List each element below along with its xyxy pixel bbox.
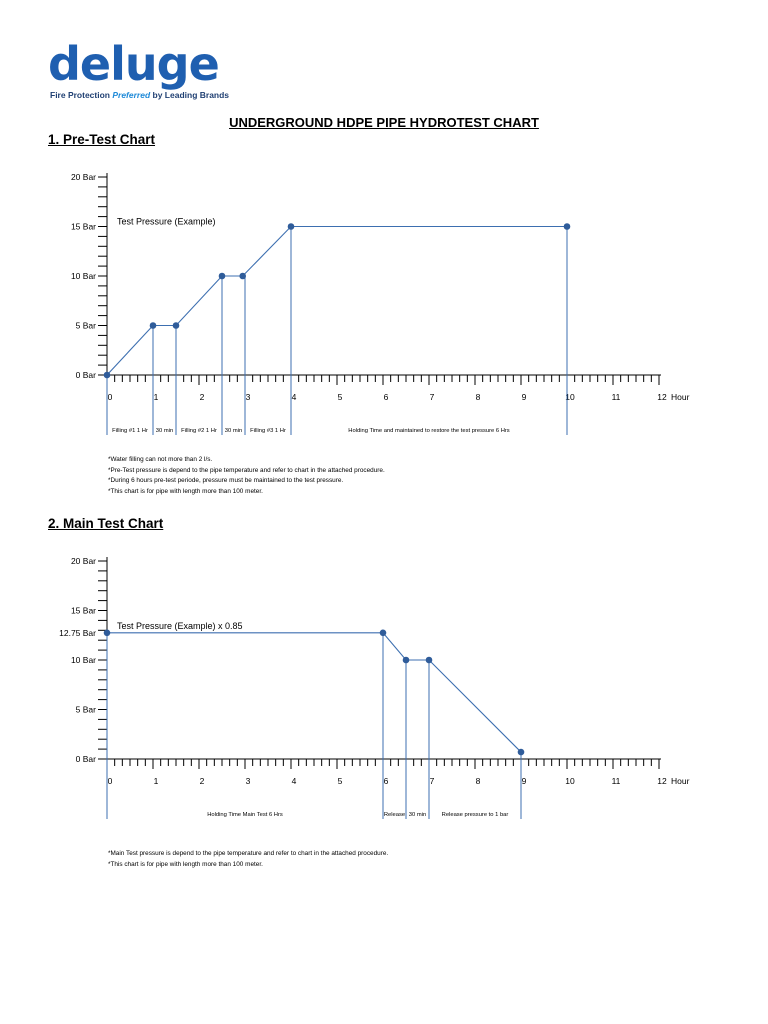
- maintest-note: *This chart is for pipe with length more than 100 meter.: [108, 860, 263, 868]
- maintest-x-tick-label: 1: [153, 776, 159, 786]
- pretest-segment-label: 30 min: [224, 428, 243, 434]
- pretest-y-tick-label: 10 Bar: [70, 271, 96, 281]
- pretest-section-title: 1. Pre-Test Chart: [48, 132, 156, 147]
- maintest-data-point: [104, 629, 111, 636]
- maintest-x-tick-label: 8: [475, 776, 481, 786]
- maintest-segment-label: 30 min: [408, 812, 427, 818]
- maintest-chart: [0, 534, 768, 834]
- pretest-y-tick-label: 15 Bar: [70, 221, 96, 232]
- pretest-x-tick-label: 11: [611, 392, 621, 402]
- pretest-data-point: [219, 273, 226, 280]
- maintest-x-tick-label: 0: [107, 776, 113, 786]
- pretest-segment-label: 30 min: [155, 428, 174, 434]
- pretest-note: *Water filling can not more than 2 l/s.: [108, 456, 213, 463]
- pretest-segment-label: Filling #2 1 Hr: [181, 428, 217, 434]
- pretest-x-tick-label: 2: [199, 392, 205, 402]
- pretest-x-tick-label: 0: [107, 392, 113, 402]
- maintest-y-tick-label: 0 Bar: [75, 754, 96, 764]
- maintest-x-unit-label: Hour: [671, 776, 690, 786]
- tagline-part-3: by Leading Brands: [150, 90, 230, 100]
- pretest-segment-label: Filling #1 1 Hr: [112, 428, 148, 434]
- maintest-segment-label: Release: [383, 812, 406, 818]
- pretest-y-tick-label: 20 Bar: [70, 172, 96, 182]
- deluge-logo: [48, 37, 230, 102]
- pretest-note: *During 6 hours pre-test periode, pressure must be maintained to the test pressure.: [108, 477, 344, 484]
- pretest-x-tick-label: 10: [565, 392, 575, 402]
- pretest-x-tick-label: 7: [429, 392, 435, 402]
- pretest-x-tick-label: 9: [521, 392, 527, 402]
- pretest-x-tick-label: 3: [245, 392, 251, 402]
- pretest-y-tick-label: 5 Bar: [75, 320, 96, 331]
- pretest-x-tick-label: 4: [291, 392, 297, 402]
- maintest-x-tick-label: 5: [337, 776, 343, 786]
- pretest-x-tick-label: 1: [153, 392, 159, 402]
- pretest-chart: [0, 150, 768, 450]
- tagline-part-1: Fire Protection: [50, 90, 113, 100]
- pretest-annotation: Test Pressure (Example): [117, 216, 216, 227]
- maintest-x-tick-label: 10: [565, 776, 575, 786]
- maintest-x-tick-label: 4: [291, 776, 297, 786]
- maintest-y-tick-label: 5 Bar: [75, 704, 96, 715]
- maintest-x-tick-label: 3: [245, 776, 251, 786]
- page-title-text: UNDERGROUND HDPE PIPE HYDROTEST CHART: [229, 115, 539, 130]
- maintest-x-tick-label: 9: [521, 776, 527, 786]
- pretest-note: *Pre-Test pressure is depend to the pipe temperature and refer to chart in the attached procedure.: [108, 466, 385, 474]
- maintest-x-tick-label: 6: [383, 776, 389, 786]
- pretest-x-tick-label: 12: [657, 392, 667, 402]
- pretest-data-point: [239, 273, 246, 280]
- maintest-y-tick-label: 12.75 Bar: [59, 627, 96, 638]
- tagline-part-2: Preferred: [112, 90, 151, 100]
- maintest-data-point: [426, 657, 433, 664]
- logo-tagline: [50, 90, 229, 100]
- maintest-data-point: [518, 749, 525, 756]
- maintest-segment-label: Release pressure to 1 bar: [441, 812, 509, 818]
- pretest-segment-label: Holding Time and maintained to restore the test pressure 6 Hrs: [348, 428, 510, 434]
- pretest-notes: [108, 455, 385, 497]
- maintest-x-tick-label: 7: [429, 776, 435, 786]
- pretest-x-unit-label: Hour: [671, 392, 690, 402]
- maintest-note: *Main Test pressure is depend to the pipe temperature and refer to chart in the attached procedure.: [108, 850, 389, 857]
- maintest-y-tick-label: 20 Bar: [70, 556, 96, 566]
- maintest-x-tick-label: 2: [199, 776, 205, 786]
- pretest-data-point: [173, 322, 180, 329]
- maintest-x-tick-label: 12: [657, 776, 667, 786]
- maintest-annotation: Test Pressure (Example) x 0.85: [117, 620, 243, 631]
- pretest-data-point: [288, 223, 295, 230]
- maintest-series-line: [107, 633, 521, 752]
- maintest-x-tick-label: 11: [611, 776, 621, 786]
- maintest-section-title: 2. Main Test Chart: [48, 516, 164, 531]
- maintest-y-tick-label: 15 Bar: [70, 605, 96, 616]
- logo-wordmark: deluge: [48, 37, 219, 91]
- pretest-segment-label: Filling #3 1 Hr: [250, 428, 286, 434]
- maintest-segment-label: Holding Time Main Test 6 Hrs: [207, 812, 283, 818]
- maintest-notes: [108, 849, 388, 870]
- pretest-data-point: [150, 322, 157, 329]
- maintest-data-point: [403, 657, 410, 664]
- pretest-x-tick-label: 8: [475, 392, 481, 402]
- pretest-y-tick-label: 0 Bar: [75, 370, 96, 380]
- maintest-data-point: [380, 629, 387, 636]
- pretest-data-point: [564, 223, 571, 230]
- page-title: [0, 115, 768, 130]
- maintest-y-tick-label: 10 Bar: [70, 655, 96, 665]
- pretest-x-tick-label: 5: [337, 392, 343, 402]
- pretest-note: *This chart is for pipe with length more than 100 meter.: [108, 487, 263, 495]
- pretest-data-point: [104, 372, 111, 379]
- pretest-x-tick-label: 6: [383, 392, 389, 402]
